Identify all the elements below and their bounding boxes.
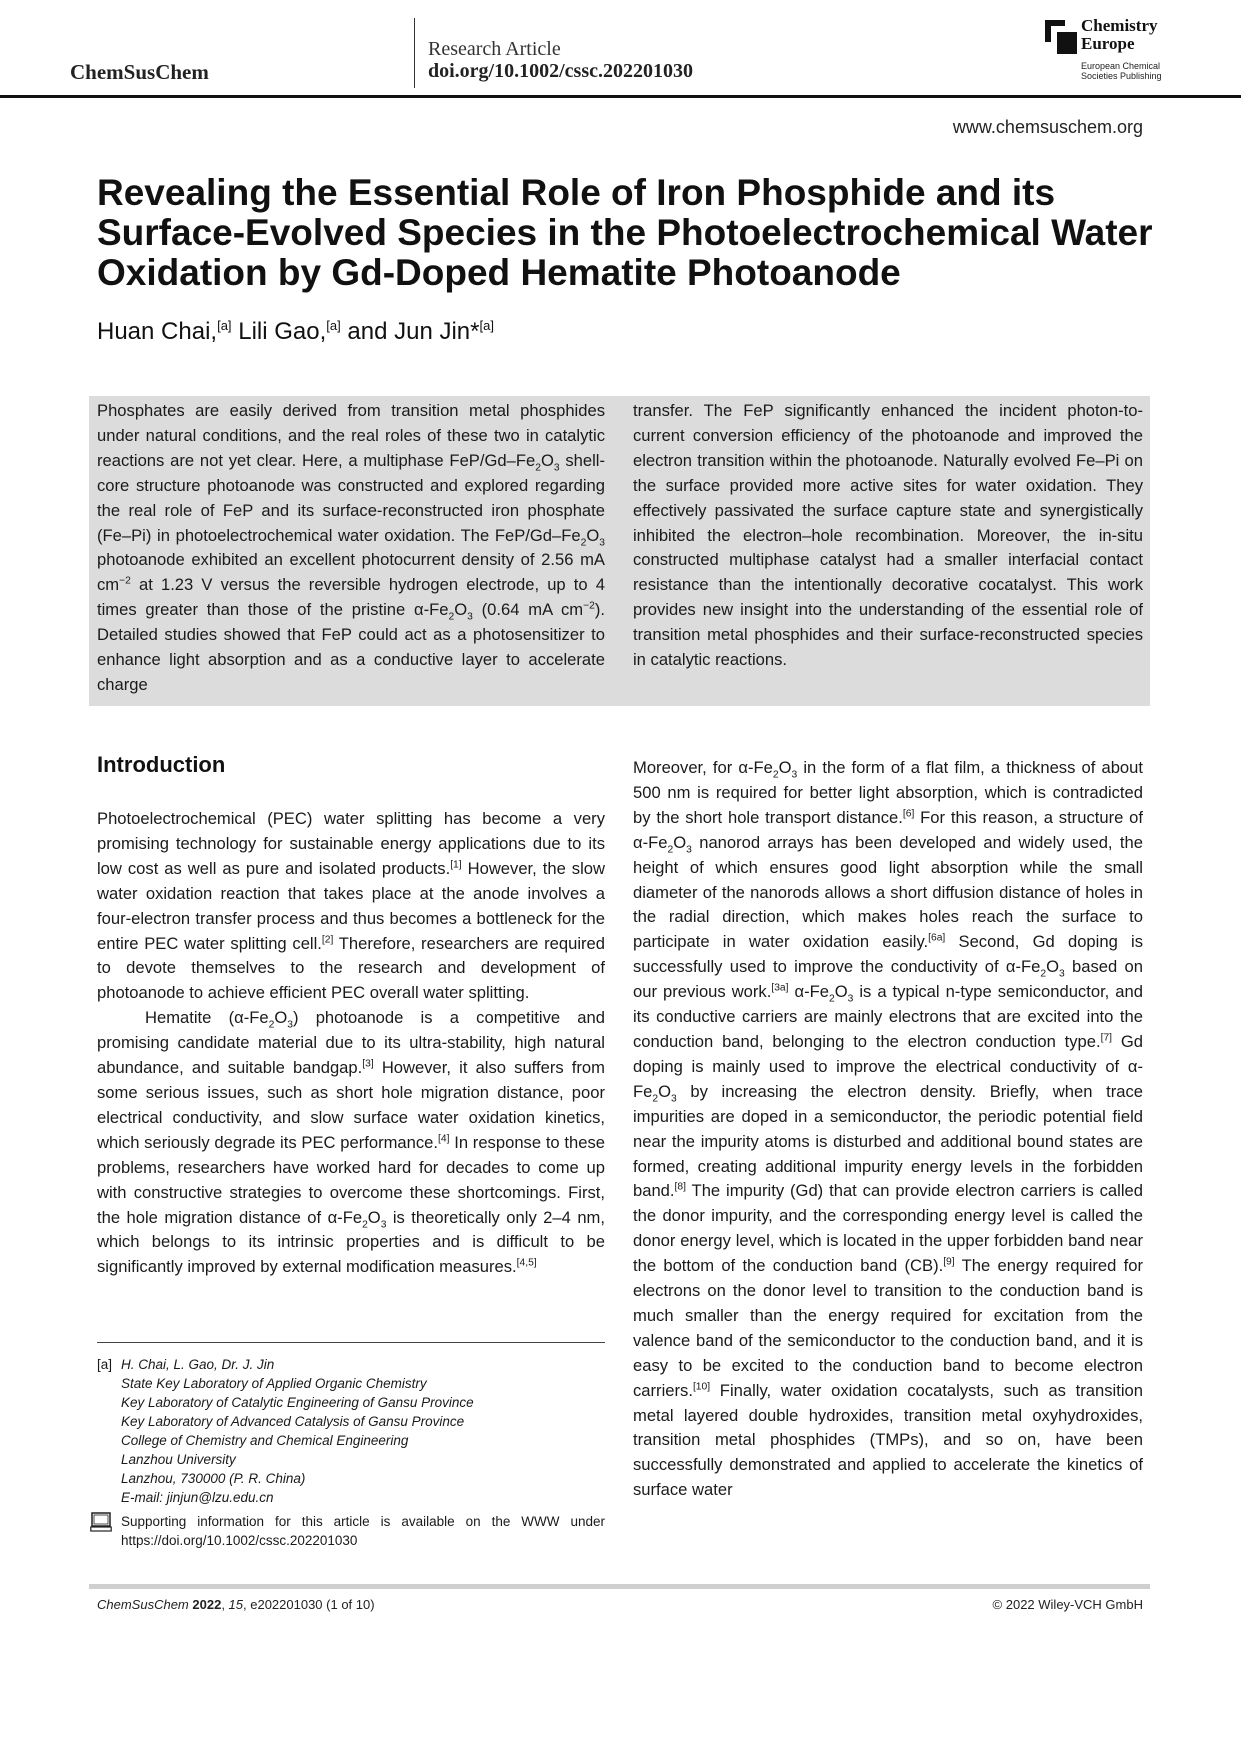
paragraph: Hematite $(\alpha-Fe_2O_3)$ photoanode is a competitive and promising candidate material due to its ultra-stability, high natural abundance, and suitable bandgap.[3] However, it also suffers from some serious issues, such as short hole migration distance, poor electrical conductivity, and slow surface water oxidation kinetics, which seriously degrade its PEC performance.[4] In response to these problems, researchers have worked hard for decades to come up with constructive strategies to overcome these shortcomings. First, the hole migration distance of $\alpha-Fe_2O_3$ is theoretically only 2–4 nm, which belongs to its intrinsic properties and is difficult to be significantly improved by external modification measures.[4,5] — [97, 1008, 605, 1277]
section-heading-introduction: Introduction — [97, 752, 226, 777]
paragraph: Photoelectrochemical (PEC) water splitting has become a very promising technology for sustainable energy applications due to its low cost as well as pure and isolated products.[1] However, the slow water oxidation reaction that takes place at the anode involves a four-electron transfer process and thus becomes a bottleneck for the entire PEC water splitting cell.[2] Therefore, researchers are required to devote themselves to the research and development of photoanode to achieve efficient PEC overall water splitting. — [97, 809, 606, 1003]
affiliation-line: College of Chemistry and Chemical Engineering — [121, 1433, 409, 1448]
introduction-left-column — [97, 807, 605, 1280]
affiliation-line: Key Laboratory of Catalytic Engineering of Gansu Province — [121, 1395, 474, 1410]
author-name: and Jun Jin* — [340, 318, 480, 345]
publisher-name-line2: Europe — [1081, 34, 1135, 53]
author-affiliation — [97, 1355, 474, 1507]
author-name: Huan Chai, — [97, 318, 218, 345]
affiliation-line: Lanzhou, 730000 (P. R. China) — [121, 1471, 306, 1486]
affiliation-mark: [a] — [217, 318, 232, 333]
affiliation-tag: [a] — [97, 1357, 113, 1372]
abstract-text-left: Phosphates are easily derived from transition metal phosphides under natural conditions, and the real roles of these two in catalytic reactions are not yet clear. Here, a multiphase FeP/$Gd-Fe_2O_3$ shell-core structure photoanode was constructed and explored regarding the real role of FeP and its surface-reconstructed iron phosphate (Fe–Pi) in photoelectrochemical water oxidation. The FeP/$Gd-Fe_2O_3$ photoanode exhibited an excellent photocurrent density of 2.56 mA $cm^{-2}$ at 1.23 V versus the reversible hydrogen electrode, up to 4 times greater than those of the pristine $\alpha-Fe_2O_3$ (0.64 mA $cm^{-2}$). Detailed studies showed that FeP could act as a photosensitizer to enhance light absorption and as a conductive layer to accelerate charge — [97, 401, 606, 694]
footer-volume: 15 — [228, 1597, 244, 1612]
publisher-subtitle — [1081, 61, 1162, 81]
article-type: Research Article — [428, 38, 561, 60]
paragraph: Moreover, for $\alpha-Fe_2O_3$ in the form of a flat film, a thickness of about 500 nm is required for better light absorption, which is contradicted by the short hole transport distance.[6] For this reason, a structure of $\alpha-Fe_2O_3$ nanorod arrays has been developed and widely used, the height of which ensures good light absorption while the small diameter of the nanorods allows a short diffusion distance of holes in the radial direction, which makes holes reach the surface to participate in water oxidation easily.[6a] Second, Gd doping is successfully used to improve the conductivity of $\alpha-Fe_2O_3$ based on our previous work.[3a] $\alpha-Fe_2O_3$ is a typical n-type semiconductor, and its conductive carriers are mainly electrons that are excited into the conduction band, belonging to the electron conduction type.[7] Gd doping is mainly used to improve the electrical conductivity of $\alpha-Fe_2O_3$ by increasing the electron density. Briefly, when trace impurities are doped in a semiconductor, the periodic potential field near the impurity atoms is disturbed and additional bound states are formed, creating additional impurity energy levels in the forbidden band.[8] The impurity (Gd) that can provide electron carriers is called the donor impurity, and the corresponding energy level is called the donor energy level, which is located in the upper forbidden band near the bottom of the conduction band (CB).[9] The energy required for electrons on the donor level to transition to the conduction band is much smaller than the energy required for excitation from the valence band of the semiconductor to the conduction band, and it is easy to be excited to the conduction band to become electron carriers.[10] Finally, water oxidation cocatalysts, such as transition metal layered double hydroxides, transition metal oxyhydroxides, transition metal phosphides (TMPs), and so on, have been successfully demonstrated and applied to accelerate the kinetics of surface water — [633, 758, 1143, 1500]
affiliation-line: Key Laboratory of Advanced Catalysis of Gansu Province — [121, 1414, 465, 1429]
abstract-left-column — [97, 399, 605, 698]
introduction-right-column — [633, 756, 1143, 1503]
article-title: Revealing the Essential Role of Iron Phosphide and its Surface-Evolved Species in the Photoelectrochemical Water Oxidation by Gd-Doped Hematite Photoanode — [97, 172, 1153, 293]
affiliation-line: H. Chai, L. Gao, Dr. J. Jin — [121, 1357, 275, 1372]
footer-citation: ChemSusChem 2022, 15, e202201030 (1 of 10) — [97, 1597, 375, 1612]
publisher-sub-line1: European Chemical — [1081, 61, 1161, 71]
footer-year: 2022 — [192, 1597, 222, 1612]
publisher-name — [1081, 17, 1157, 53]
author-list — [97, 318, 494, 346]
footer-article-number: , e202201030 (1 of 10) — [243, 1597, 375, 1612]
abstract-text-right: transfer. The FeP significantly enhanced the incident photon-to-current conversion efficiency of the photoanode and improved the electron transition within the photoanode. Naturally evolved Fe–Pi on the surface provided more active sites for water oxidation. They effectively passivated the surface capture state and synergistically inhibited the electron–hole recombination. Moreover, the in-situ constructed multiphase catalyst had a smaller interfacial contact resistance than the intentionally decorative cocatalyst. This work provides new insight into the understanding of the essential role of transition metal phosphides and their surface-reconstructed species in catalytic reactions. — [633, 401, 1143, 670]
header-divider — [414, 18, 415, 88]
publisher-name-line1: Chemistry — [1081, 16, 1158, 35]
publisher-sub-line2: Societies Publishing — [1081, 71, 1162, 81]
affiliation-mark: [a] — [479, 318, 494, 333]
journal-name: ChemSusChem — [70, 60, 209, 84]
header-rule — [0, 95, 1241, 98]
affiliation-line: Lanzhou University — [121, 1452, 236, 1467]
footer-journal: ChemSusChem — [97, 1597, 189, 1612]
footnote-rule — [97, 1342, 605, 1343]
footer-rule — [89, 1584, 1150, 1589]
journal-website-link[interactable]: www.chemsuschem.org — [952, 117, 1143, 137]
article-doi[interactable]: doi.org/10.1002/cssc.202201030 — [428, 60, 693, 82]
affiliation-email[interactable]: E-mail: jinjun@lzu.edu.cn — [121, 1490, 274, 1505]
footer-copyright: © 2022 Wiley-VCH GmbH — [992, 1597, 1143, 1612]
supporting-information-note[interactable]: Supporting information for this article is available on the WWW under https://doi.org/10.1002/cssc.202201030 — [121, 1514, 605, 1548]
affiliation-line: State Key Laboratory of Applied Organic Chemistry — [121, 1376, 427, 1391]
abstract-right-column — [633, 399, 1143, 673]
computer-icon — [90, 1512, 112, 1532]
affiliation-mark: [a] — [326, 318, 341, 333]
author-name: Lili Gao, — [231, 318, 327, 345]
chemistry-europe-logo-icon — [1045, 20, 1077, 54]
